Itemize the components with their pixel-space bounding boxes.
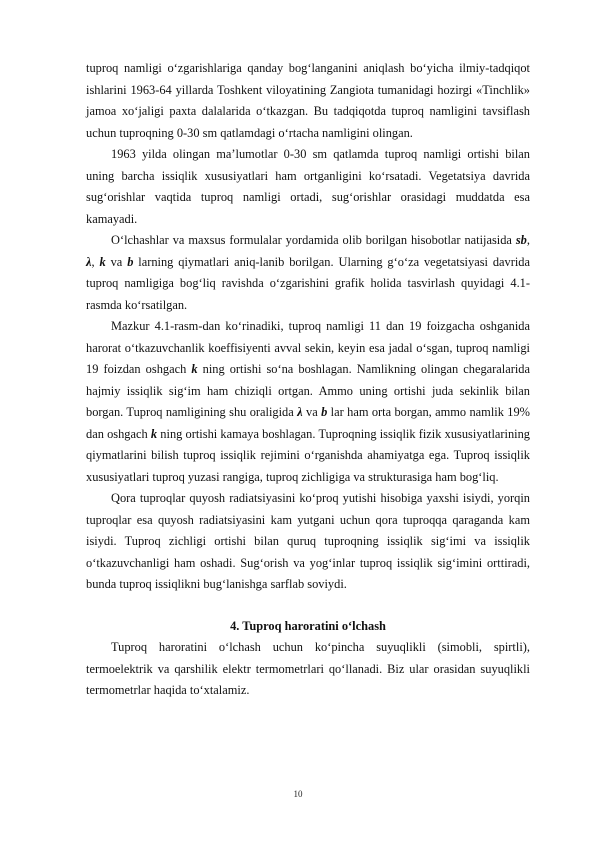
paragraph-text: Qora tuproqlar quyosh radiatsiyasini ko‘proq yutishi hisobiga yaxshi isiydi, yorqin tuproqlar esa quyosh radiatsiyasini kam yutgani uchun qora tuproqqa qaraganda kam isiydi. Tuproq zichligi ortishi bilan quruq tuproqning issiqlik sig‘imi va issiqlik o‘tkazuvchanligi ham oshadi. Sug‘orish va yog‘inlar tuproq issiqlik sig‘imini orttiradi, bunda tuproq issiqlikni bug‘lanishga sarflab soviydi. <box>86 491 530 591</box>
paragraph-text: va <box>302 405 322 419</box>
paragraph-text: Mazkur 4.1-rasm-dan ko‘rinadiki, tuproq namligi 11 dan 19 foizgacha oshganida harorat o‘tkazuvchanlik koeffisiyenti avval sekin, keyin esa jadal o‘sgan, tuproq namligi 19 foizdan oshgach <box>86 319 530 376</box>
paragraph-text: lar ham orta borgan, ammo namlik 19% dan oshgach <box>86 405 530 441</box>
paragraph-text: , <box>91 254 100 269</box>
paragraph <box>86 637 530 702</box>
section-heading: 4. Tuproq haroratini o‘lchash <box>230 618 386 633</box>
symbol-text: λ <box>86 254 92 269</box>
paragraph <box>86 488 530 596</box>
symbol-text: sb <box>515 233 527 247</box>
paragraph-text: O‘lchashlar va maxsus formulalar yordamida olib borilgan hisobotlar natijasida <box>111 233 516 247</box>
paragraph-text: va <box>105 254 128 269</box>
paragraph-text: , <box>526 233 530 247</box>
paragraph-text: larning qiymatlari aniq-lanib borilgan. Ularning g‘o‘za vegetatsiyasi davrida tuproq namligiga bog‘liq ravishda o‘zgarishini grafik holida tasvirlash quyidagi 4.1-rasmda ko‘rsatilgan. <box>86 254 531 312</box>
symbol-text: k <box>191 362 198 376</box>
symbol-text: b <box>321 405 328 419</box>
paragraph-text: ning ortishi so‘na boshlagan. Namlikning olingan chegaralarida hajmiy issiqlik sig‘im ham chiziqli ortgan. Ammo uning ortishi juda sekinlik bilan borgan. Tuproq namligining shu oraligida <box>86 362 530 419</box>
symbol-text: b <box>127 254 134 269</box>
paragraph-text: Tuproq haroratini o‘lchash uchun ko‘pincha suyuqlikli (simobli, spirtli), termoelektrik va qarshilik elektr termometrlari qo‘llanadi. Biz ular orasidan suyuqlikli termometrlar haqida to‘xtalamiz. <box>86 640 530 697</box>
paragraph-text: tuproq namligi o‘zgarishlariga qanday bog‘langanini aniqlash bo‘yicha ilmiy-tadqiqot ishlarini 1963-64 yillarda Toshkent viloyatining Zangiota tumanidagi hozirgi «Tinchlik» jamoa xo‘jaligi paxta dalalarida o‘tkazgan. Bu tadqiqotda tuproq namligini tavsiflash uchun tuproqning 0-30 sm qatlamdagi o‘rtacha namligini olingan. <box>86 61 530 140</box>
symbol-text: k <box>99 254 106 269</box>
section-after-heading <box>86 637 530 702</box>
paragraph <box>86 144 530 230</box>
section-before-heading <box>86 58 530 596</box>
page-number: 10 <box>293 789 303 799</box>
paragraph-text: 1963 yilda olingan ma’lumotlar 0-30 sm qatlamda tuproq namligi ortishi bilan uning barcha issiqlik xususiyatlari ham ortganligini ko‘rsatadi. Vegetatsiya davrida sug‘orishlar vaqtida tuproq namligi ortadi, sug‘orishlar orasidagi muddatda esa kamayadi. <box>86 147 530 226</box>
paragraph <box>86 58 530 144</box>
page-body <box>86 58 530 702</box>
paragraph <box>86 230 530 316</box>
paragraph-text: ning ortishi kamaya boshlagan. Tuproqning issiqlik fizik xususiyatlarining qiymatlarini bilish tuproq issiqlik rejimini o‘rganishda ahamiyatga ega. Tuproq issiqlik xususiyatlari tuproq yuzasi rangiga, tuproq zichligiga va strukturasiga ham bog‘liq. <box>86 426 530 484</box>
symbol-text: λ <box>297 405 303 419</box>
paragraph <box>86 316 530 488</box>
symbol-text: k <box>150 426 158 441</box>
